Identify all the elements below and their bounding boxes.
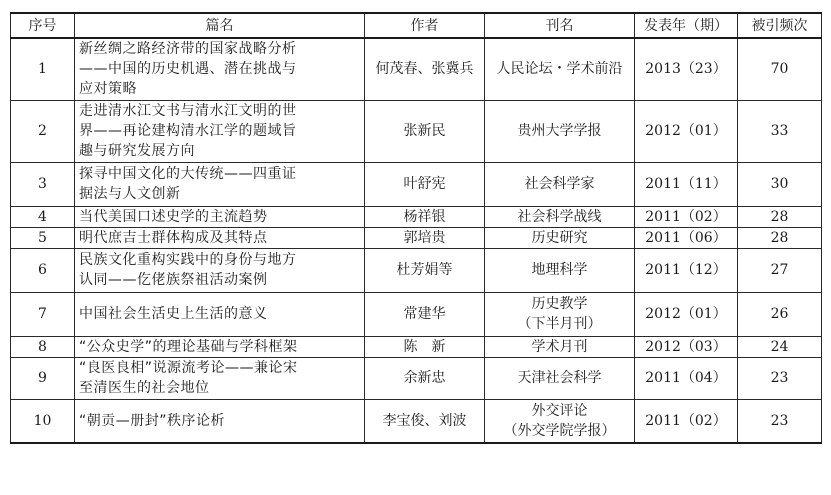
- table-row: [11, 38, 822, 100]
- table-row: [11, 162, 822, 206]
- table-row: [11, 357, 822, 399]
- row-index: 1: [11, 38, 75, 100]
- journal-line: （外交学院学报）: [503, 422, 616, 439]
- title-line: 民族文化重构实践中的身份与地方: [79, 252, 297, 268]
- row-year: 2011（06）: [635, 227, 738, 248]
- journal-line: 历史研究: [531, 229, 588, 246]
- journal-line: 天津社会科学: [517, 370, 602, 386]
- title-line: 界——再论建构清水江学的题域旨: [79, 123, 297, 139]
- row-author: 杨祥银: [365, 206, 485, 227]
- title-line: 应对策略: [79, 81, 137, 98]
- row-index: 4: [11, 206, 75, 227]
- row-author: 常建华: [365, 292, 485, 336]
- row-author: 郭培贵: [365, 227, 485, 248]
- row-title: [75, 399, 365, 443]
- row-title: [75, 100, 365, 162]
- title-line: 走进清水江文书与清水江文明的世: [79, 103, 297, 119]
- journal-line: （下半月刊）: [517, 316, 602, 332]
- row-title: [75, 357, 365, 399]
- table-row: [11, 248, 822, 292]
- title-line: “良医良相”说源流考论——兼论宋: [79, 360, 298, 376]
- title-line: 明代庶吉士群体构成及其特点: [79, 229, 268, 246]
- row-year: 2011（12）: [635, 248, 738, 292]
- row-title: [75, 336, 365, 357]
- table-row: [11, 227, 822, 248]
- journal-line: 社会科学家: [524, 176, 595, 192]
- row-cites: 23: [738, 399, 822, 443]
- row-index: 10: [11, 399, 75, 443]
- row-year: 2011（02）: [635, 206, 738, 227]
- title-line: 当代美国口述史学的主流趋势: [79, 208, 268, 225]
- title-line: 认同——仡佬族祭祖活动案例: [79, 272, 268, 288]
- row-journal: [485, 357, 635, 399]
- row-year: 2011（04）: [635, 357, 738, 399]
- row-journal: [485, 292, 635, 336]
- row-author: 余新忠: [365, 357, 485, 399]
- journal-line: 社会科学战线: [517, 208, 602, 225]
- row-title: [75, 38, 365, 100]
- title-line: ——中国的历史机遇、潜在挑战与: [79, 61, 297, 78]
- row-title: [75, 227, 365, 248]
- row-title: [75, 162, 365, 206]
- row-index: 9: [11, 357, 75, 399]
- row-journal: [485, 162, 635, 206]
- row-year: 2012（01）: [635, 100, 738, 162]
- row-title: [75, 206, 365, 227]
- row-year: 2011（02）: [635, 399, 738, 443]
- row-author: 李宝俊、刘波: [365, 399, 485, 443]
- row-journal: [485, 248, 635, 292]
- row-year: 2012（03）: [635, 336, 738, 357]
- table-header: [11, 13, 822, 38]
- title-line: 趣与研究发展方向: [79, 143, 195, 159]
- header-year: 发表年（期）: [635, 13, 738, 38]
- journal-line: 贵州大学学报: [517, 123, 602, 139]
- row-author: 陈 新: [365, 336, 485, 357]
- title-line: “公众史学”的理论基础与学科框架: [79, 338, 298, 355]
- journal-line: 地理科学: [531, 262, 588, 278]
- row-author: 何茂春、张冀兵: [365, 38, 485, 100]
- row-journal: [485, 100, 635, 162]
- row-title: [75, 248, 365, 292]
- table-row: [11, 336, 822, 357]
- title-line: “朝贡—册封”秩序论析: [79, 412, 226, 429]
- row-cites: 28: [738, 206, 822, 227]
- row-index: 7: [11, 292, 75, 336]
- row-index: 3: [11, 162, 75, 206]
- title-line: 据法与人文创新: [79, 186, 181, 202]
- row-journal: [485, 399, 635, 443]
- row-cites: 70: [738, 38, 822, 100]
- row-journal: [485, 38, 635, 100]
- table-row: [11, 206, 822, 227]
- row-index: 2: [11, 100, 75, 162]
- journal-line: 学术月刊: [531, 338, 588, 355]
- row-cites: 28: [738, 227, 822, 248]
- row-title: [75, 292, 365, 336]
- row-cites: 24: [738, 336, 822, 357]
- table-body: [11, 38, 822, 443]
- table-row: [11, 399, 822, 443]
- title-line: 探寻中国文化的大传统——四重证: [79, 166, 297, 182]
- header-index: 序号: [11, 13, 75, 38]
- row-cites: 23: [738, 357, 822, 399]
- row-index: 6: [11, 248, 75, 292]
- journal-line: 外交评论: [531, 402, 588, 419]
- row-cites: 27: [738, 248, 822, 292]
- row-cites: 33: [738, 100, 822, 162]
- row-year: 2011（11）: [635, 162, 738, 206]
- header-row: [11, 13, 822, 38]
- title-line: 至清医生的社会地位: [79, 380, 210, 396]
- header-author: 作者: [365, 13, 485, 38]
- header-title: 篇名: [75, 13, 365, 38]
- row-index: 5: [11, 227, 75, 248]
- row-author: 叶舒宪: [365, 162, 485, 206]
- row-journal: [485, 336, 635, 357]
- row-journal: [485, 227, 635, 248]
- header-cites: 被引频次: [738, 13, 822, 38]
- row-index: 8: [11, 336, 75, 357]
- row-journal: [485, 206, 635, 227]
- header-journal: 刊名: [485, 13, 635, 38]
- row-author: 杜芳娟等: [365, 248, 485, 292]
- title-line: 中国社会生活史上生活的意义: [79, 306, 268, 322]
- row-author: 张新民: [365, 100, 485, 162]
- row-cites: 30: [738, 162, 822, 206]
- journal-line: 历史教学: [531, 296, 588, 312]
- row-cites: 26: [738, 292, 822, 336]
- citation-table: [10, 12, 822, 444]
- table-row: [11, 100, 822, 162]
- title-line: 新丝绸之路经济带的国家战略分析: [79, 41, 297, 58]
- table-row: [11, 292, 822, 336]
- journal-line: 人民论坛・学术前沿: [496, 61, 623, 78]
- row-year: 2013（23）: [635, 38, 738, 100]
- row-year: 2012（01）: [635, 292, 738, 336]
